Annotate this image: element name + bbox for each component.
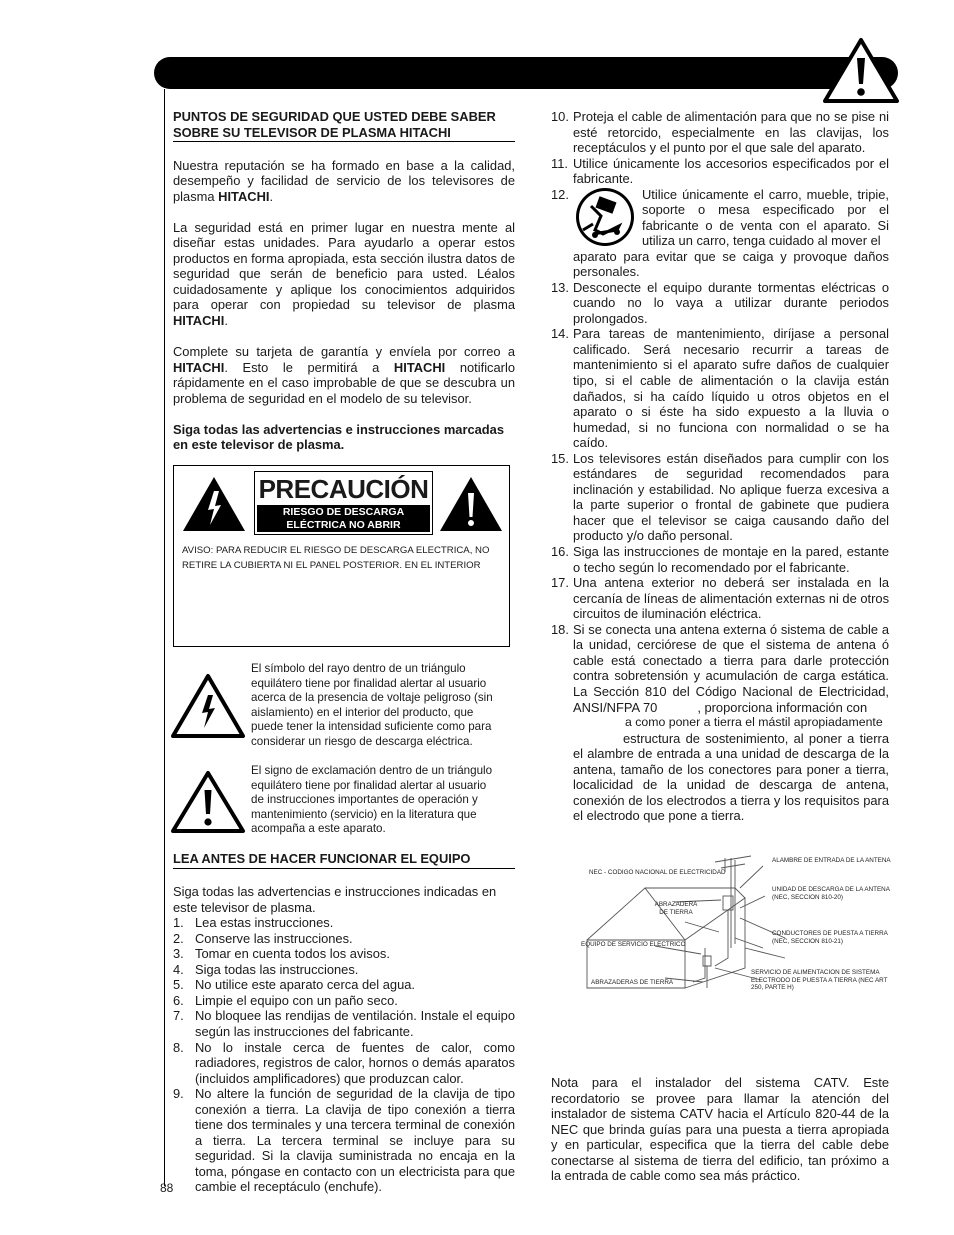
caution-label bbox=[173, 465, 510, 647]
exclamation-warning-icon bbox=[438, 475, 504, 533]
list-item bbox=[173, 962, 515, 978]
caution-title: PRECAUCIÓN bbox=[258, 474, 429, 504]
label-unidad: UNIDAD DE DESCARGA DE LA ANTENA (NEC, SECCION 810-20) bbox=[772, 886, 890, 901]
list-item bbox=[173, 946, 515, 962]
list-item-number: 17. bbox=[551, 575, 569, 591]
list-item bbox=[551, 451, 889, 544]
list-item-text: Los televisores están diseñados para cumplir con los estándares de seguridad recomendados para inclinación y estabilidad. No aplique fuerza excesiva a la parte superior o frontal de gabinete que pudiera hacer que el televisor se caiga causando daño del producto y/o daño personal. bbox=[573, 450, 889, 544]
list-item-number: 2. bbox=[173, 930, 184, 946]
list-item-number: 1. bbox=[173, 915, 184, 931]
section-heading-read-before: LEA ANTES DE HACER FUNCIONAR EL EQUIPO bbox=[173, 851, 515, 869]
caution-notice: AVISO: PARA REDUCIR EL RIESGO DE DESCARGA ELECTRICA, NO RETIRE LA CUBIERTA NI EL PANEL POSTERIOR. EN EL INTERIOR bbox=[182, 545, 490, 571]
list-item-number: 13. bbox=[551, 279, 569, 295]
list-item bbox=[173, 1040, 515, 1087]
item-12: 12. Utilice únicamente el carro, mueble, tripie, soporte o mesa especificado por el fabricante o de venta con el aparato. Si utiliza un carro, tenga cuidado al mover el aparato para evitar que se caiga y provoque daños personales. bbox=[551, 186, 889, 280]
left-column-top bbox=[173, 109, 515, 453]
section-heading-safety: PUNTOS DE SEGURIDAD QUE USTED DEBE SABER SOBRE SU TELEVISOR DE PLASMA HITACHI bbox=[173, 109, 515, 142]
paragraph-follow-warnings: Siga todas las advertencias e instrucciones marcadas en este televisor de plasma. bbox=[173, 421, 505, 453]
label-abrazadera: ABRAZADERA DE TIERRA bbox=[654, 901, 698, 916]
list-item bbox=[551, 544, 889, 575]
list-item-text: Siga todas las instrucciones. bbox=[195, 961, 359, 977]
list-item-text: No bloquee las rendijas de ventilación. Instale el equipo según las instrucciones del fabricante. bbox=[195, 1008, 515, 1039]
paragraph-reputation: Nuestra reputación se ha formado en base a la calidad, desempeño y facilidad de servicio de los televisores de plasma HITACHI. bbox=[173, 157, 515, 204]
lightning-triangle-icon bbox=[170, 673, 246, 739]
list-item bbox=[551, 575, 889, 622]
list-item-number: 11. bbox=[551, 155, 568, 171]
item-12-text-a: Utilice únicamente el carro, mueble, tripie, soporte o mesa especificado por el fabricante o de venta con el aparato. Si utiliza un carro, tenga cuidado al mover el bbox=[642, 186, 889, 249]
list-item-number: 16. bbox=[551, 544, 569, 560]
paragraph-intro: Siga todas las advertencias e instrucciones indicadas en este televisor de plasma. bbox=[173, 884, 497, 915]
list-item-text: Siga las instrucciones de montaje en la pared, estante o techo según lo recomendado por el fabricante. bbox=[573, 544, 889, 575]
list-item-text: Conserve las instrucciones. bbox=[195, 930, 353, 946]
label-abrazaderas: ABRAZADERAS DE TIERRA bbox=[591, 979, 674, 986]
page-number: 88 bbox=[160, 1181, 174, 1195]
list-item-text: Proteja el cable de alimentación para que no se pise ni esté retorcido, especialmente en las clavijas, los receptáculos y el punto por el que sale del aparato. bbox=[573, 109, 889, 156]
item-12-text-b: aparato para evitar que se caiga y provoque daños personales. bbox=[573, 248, 889, 280]
cart-warning-icon bbox=[573, 186, 637, 248]
list-item-text: No utilice este aparato cerca del agua. bbox=[195, 977, 415, 993]
list-item-18: 18. Si se conecta una antena externa ó sistema de cable a la unidad, cerciórese de que el sistema de antena ó cable está conectado a tierra para darle protección contra sobretensión y acumulación de carga estática. La Sección 810 del Código Nacional de Electricidad, ANSI/NFPA 70 , proporciona información con a como poner a tierra el mástil apropiadamente estructura de sostenimiento, al poner a tierra el alambre de entrada a una unidad de descarga de la antena, tamaño de los conectores para poner a tierra, localicidad de la unidad de descarga de antena, conexión de los electrodos a tierra y los requisitos para el electrodo que pone a tierra. bbox=[551, 621, 889, 824]
label-servicio: SERVICIO DE ALIMENTACION DE SISTEMA ELECTRODO DE PUESTA A TIERRA (NEC ART 250, PARTE H) bbox=[751, 969, 888, 991]
caution-title-box bbox=[254, 471, 433, 535]
list-item-text: Limpie el equipo con un paño seco. bbox=[195, 992, 398, 1008]
instruction-list-left bbox=[173, 915, 515, 1195]
exclamation-symbol-text: El signo de exclamación dentro de un triángulo equilátero tiene por finalidad alertar al usuario de instrucciones importantes de operación y mantenimiento (servicio) en la literatura que acompaña a este aparato. bbox=[251, 764, 493, 836]
label-equipo: EQUIPO DE SERVICIO ELECTRICO bbox=[581, 941, 686, 948]
list-item-number: 7. bbox=[173, 1008, 184, 1024]
list-item-text: Tomar en cuenta todos los avisos. bbox=[195, 946, 390, 962]
list-item bbox=[173, 1086, 515, 1195]
paragraph-warranty: Complete su tarjeta de garantía y envíela por correo a HITACHI. Esto le permitirá a HITACHI notificarlo rápidamente en el caso improbable de que se descubra un problema de seguridad en el modelo de su televisor. bbox=[173, 344, 515, 406]
list-item-number: 14. bbox=[551, 326, 569, 342]
list-item-text: Para tareas de mantenimiento, diríjase a personal calificado. Será necesario recurrir a tareas de mantenimiento si el aparato sufre daños de cualquier tipo, si el cable de alimentación o la clavija están dañados, si ha caído líquido u otros objetos en el aparato o si éste ha sido expuesto a la lluvia o humedad, si no funciona con normalidad o se ha caído. bbox=[573, 326, 889, 451]
list-item-text: Lea estas instrucciones. bbox=[195, 915, 334, 931]
list-item-number: 5. bbox=[173, 977, 184, 993]
paragraph-safety: La seguridad está en primer lugar en nuestra mente al diseñar estas unidades. Para ayudarlo a operar estos productos en forma apropiada, esta sección ilustra datos de seguridad que serán de beneficio para usted. Léalos cuidadosamente y aplique los conocimientos adquiridos para operar con propiedad su televisor de plasma HITACHI. bbox=[173, 219, 515, 329]
header-bar bbox=[154, 57, 898, 89]
left-column-bottom bbox=[173, 851, 515, 1195]
margin-rule bbox=[164, 89, 165, 1186]
catv-note bbox=[551, 1075, 889, 1184]
list-item-number: 15. bbox=[551, 450, 569, 466]
list-item-text: Utilice únicamente los accesorios especificados por el fabricante. bbox=[573, 155, 889, 187]
instruction-list-right-b bbox=[551, 280, 889, 622]
list-item bbox=[173, 993, 515, 1009]
right-column bbox=[551, 109, 889, 824]
list-item-text: No altere la función de seguridad de la clavija de tipo conexión a tierra. La clavija de tipo conexión a tierra tiene dos terminales y una tercera terminal de conexión a tierra. La tercera terminal se incluye para su seguridad. Si la clavija suministrada no encaja en la toma, póngase en contacto con un electricista para que cambie el receptáculo (enchufe). bbox=[195, 1086, 515, 1195]
list-item bbox=[173, 931, 515, 947]
list-item-text: No lo instale cerca de fuentes de calor, como radiadores, registros de calor, hornos o demás aparatos (incluidos amplificadores) que produzcan calor. bbox=[195, 1039, 515, 1086]
instruction-list-right-c bbox=[551, 622, 889, 824]
exclamation-symbol bbox=[170, 770, 250, 836]
list-item-text: Desconecte el equipo durante tormentas eléctricas o cuando no lo vaya a utilizar durante periodos prolongados. bbox=[573, 279, 889, 326]
lightning-symbol bbox=[170, 673, 250, 743]
list-item-number: 3. bbox=[173, 946, 184, 962]
list-item-number: 4. bbox=[173, 961, 184, 977]
lightning-symbol-text: El símbolo del rayo dentro de un triángulo equilátero tiene por finalidad alertar al usuario acerca de la presencia de voltaje peligroso (sin aislamiento) en el interior del producto, que puede tener la intensidad suficiente como para considerar un riesgo de descarga eléctrica. bbox=[251, 662, 493, 748]
list-item-number: 9. bbox=[173, 1086, 184, 1102]
label-nec: NEC - CODIGO NACIONAL DE ELECTRICIDAD bbox=[589, 869, 726, 876]
label-conductores: CONDUCTORES DE PUESTA A TIERRA (NEC, SECCION 810-21) bbox=[772, 930, 888, 945]
exclamation-triangle-icon bbox=[170, 770, 246, 834]
instruction-list-right-a bbox=[551, 109, 889, 187]
warning-exclamation-icon bbox=[822, 36, 900, 104]
list-item-number: 8. bbox=[173, 1039, 184, 1055]
list-item-number: 10. bbox=[551, 109, 569, 124]
list-item bbox=[551, 109, 889, 156]
list-item-number: 6. bbox=[173, 992, 184, 1008]
antenna-grounding-diagram bbox=[575, 848, 895, 998]
list-item bbox=[173, 977, 515, 993]
list-item bbox=[173, 1008, 515, 1039]
list-item-text: Una antena exterior no deberá ser instalada en la cercanía de líneas de alimentación externas ni de otros circuitos de iluminación eléctrica. bbox=[573, 575, 890, 622]
catv-note-text: Nota para el instalador del sistema CATV. Este recordatorio se provee para llamar la atención del instalador de sistema CATV hacia el Artículo 820-44 de la NEC que brinda guías para una puesta a tierra apropiada y en particular, especifica que la tierra del cable debe conectarse al sistema de tierra del edificio, tan próximo a la entrada de cable como sea más práctico. bbox=[551, 1075, 889, 1184]
label-alambre: ALAMBRE DE ENTRADA DE LA ANTENA bbox=[772, 857, 891, 864]
list-item bbox=[551, 326, 889, 450]
caution-subtitle: RIESGO DE DESCARGA ELÉCTRICA NO ABRIR bbox=[257, 505, 430, 532]
lightning-warning-icon bbox=[181, 475, 247, 533]
list-item bbox=[173, 915, 515, 931]
list-item bbox=[551, 280, 889, 327]
list-item bbox=[551, 156, 889, 187]
